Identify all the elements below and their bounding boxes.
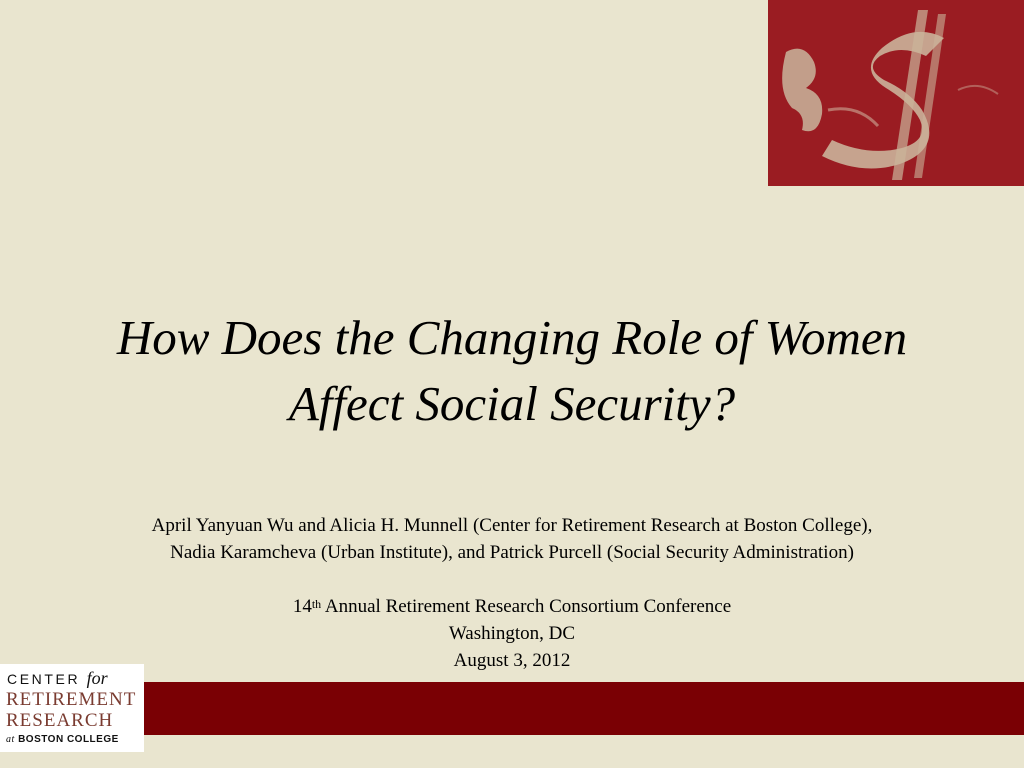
slide-title-line-1: How Does the Changing Role of Women <box>116 310 908 365</box>
conference-name: Annual Retirement Research Consortium Conference <box>324 596 732 617</box>
crr-logo <box>0 664 144 752</box>
logo-line-4 <box>6 734 119 745</box>
logo-for-text: for <box>86 668 108 688</box>
logo-line-3: RESEARCH <box>6 710 114 731</box>
conference-block <box>0 593 1024 674</box>
logo-at-text: at <box>6 734 15 745</box>
authors-line-1: April Yanyuan Wu and Alicia H. Munnell (Center for Retirement Research at Boston College), <box>151 515 873 536</box>
conference-ordinal: th <box>311 597 322 611</box>
slide-title-line-2: Affect Social Security? <box>288 376 736 431</box>
dollar-sign-icon <box>768 0 1024 186</box>
conference-number: 14 <box>292 596 312 617</box>
conference-name-line <box>0 593 1024 620</box>
conference-location: Washington, DC <box>448 623 576 644</box>
logo-center-text: CENTER <box>7 671 81 687</box>
logo-line-1 <box>7 668 108 689</box>
footer-bar <box>0 682 1024 735</box>
authors-block <box>0 512 1024 566</box>
logo-line-2: RETIREMENT <box>6 689 137 710</box>
logo-boston-college-text: BOSTON COLLEGE <box>18 734 119 745</box>
conference-date: August 3, 2012 <box>453 650 571 671</box>
authors-line-2: Nadia Karamcheva (Urban Institute), and Patrick Purcell (Social Security Administration) <box>170 542 854 563</box>
slide-title <box>0 305 1024 437</box>
